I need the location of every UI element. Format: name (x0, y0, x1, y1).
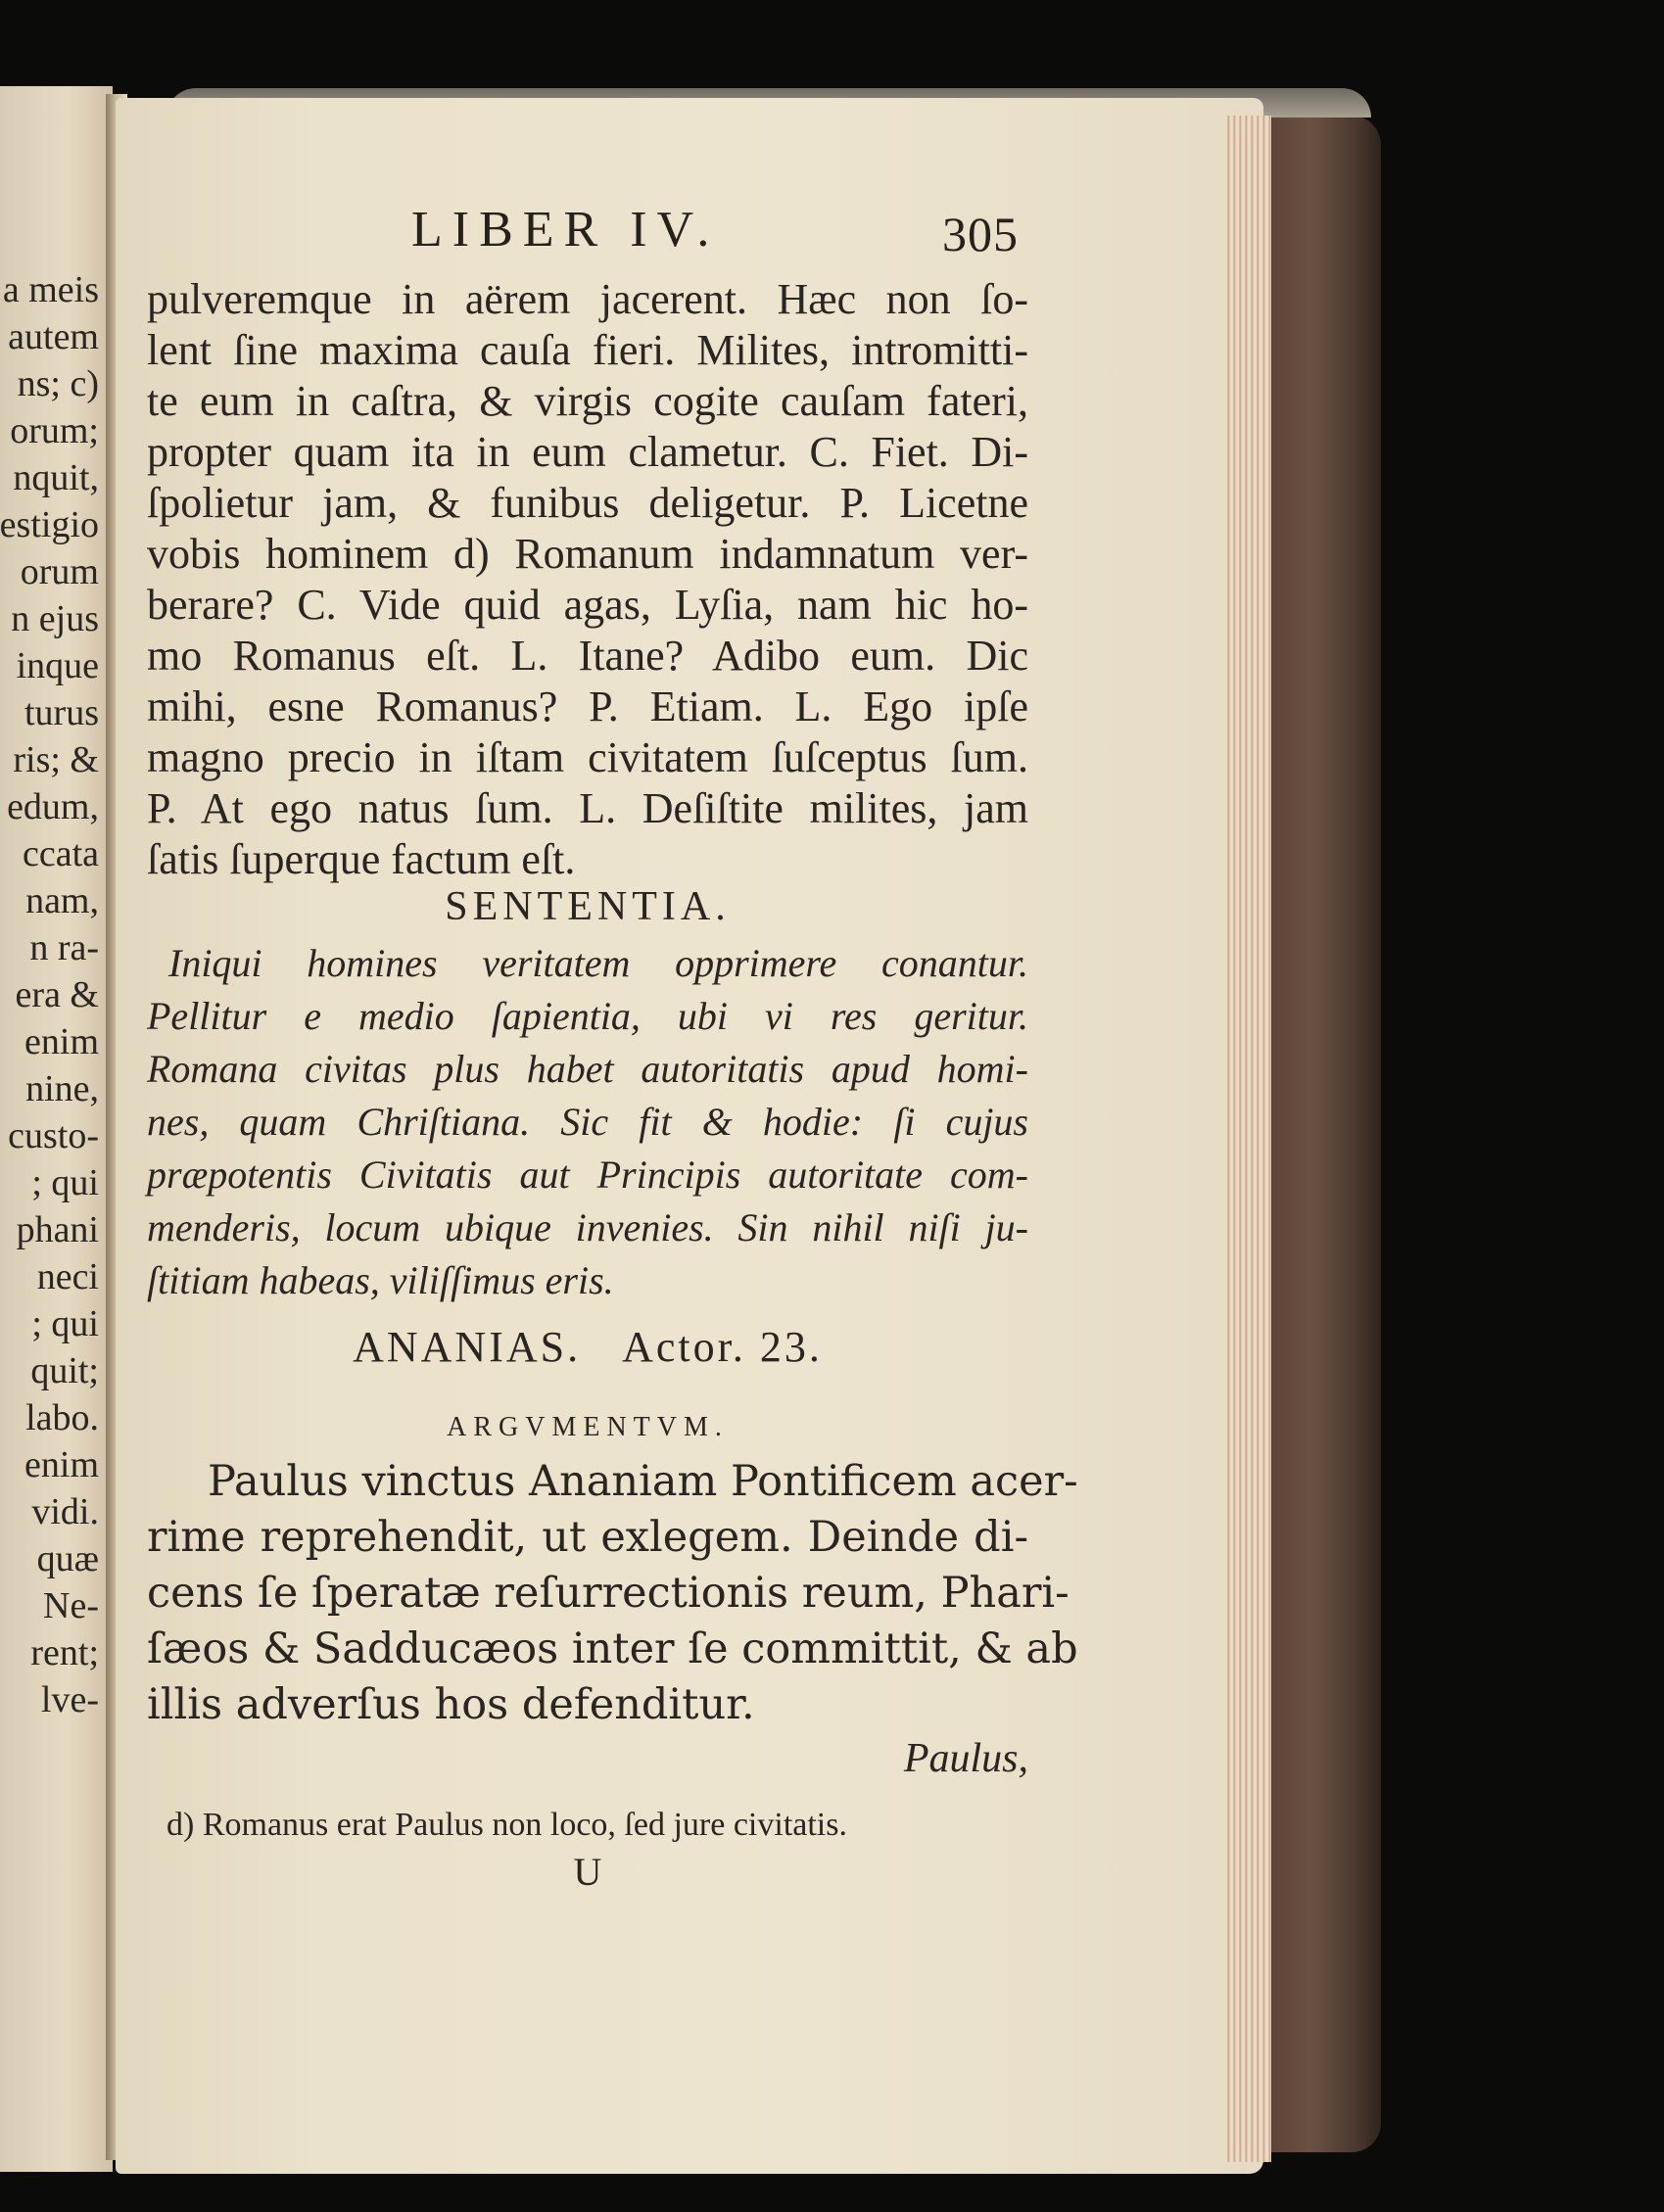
left-page-line: phani (16, 1209, 99, 1250)
running-header: LIBER IV. (411, 202, 720, 258)
left-page-line: enim (24, 1444, 99, 1485)
argumentum-line: Paulus vinctus Ananiam Pontificem acer- (208, 1457, 1078, 1506)
left-page-line: n ra- (29, 927, 99, 968)
left-page-line: estigio (0, 504, 99, 545)
sententia-line: ſtitiam habeas, viliſſimus eris. (147, 1258, 614, 1302)
sententia-line: Romana civitas plus habet autoritatis apud homi- (147, 1047, 1028, 1091)
body-line: magno precio in iſtam civitatem ſuſceptus ſum. (147, 733, 1028, 781)
left-page-line: ; qui (31, 1303, 99, 1344)
sententia-line: nes, quam Chriſtiana. Sic fit & hodie: ſi cujus (147, 1100, 1028, 1144)
left-page-line: inque (16, 645, 99, 686)
body-line: lent ſine maxima cauſa fieri. Milites, intromitti- (147, 326, 1028, 374)
left-page-line: ris; & (13, 739, 99, 780)
body-line: ſatis ſuperque factum eſt. (147, 835, 576, 883)
argumentum-heading: ARGVMENTVM. (447, 1412, 729, 1442)
left-page-line: orum (20, 551, 99, 592)
left-page-line: ; qui (31, 1162, 99, 1203)
sententia-line: menderis, locum ubique invenies. Sin nihil niſi ju- (147, 1205, 1028, 1249)
body-line: berare? C. Vide quid agas, Lyſia, nam hic ho- (147, 581, 1028, 629)
left-page-line: nam, (25, 880, 99, 921)
body-line: mo Romanus eſt. L. Itane? Adibo eum. Dic (147, 632, 1028, 680)
left-page-line: era & (15, 974, 99, 1015)
left-page-line: custo- (8, 1115, 99, 1156)
left-page-line: vidi. (31, 1491, 99, 1532)
footnote: d) Romanus erat Paulus non loco, ſed jure civitatis. (166, 1807, 847, 1843)
body-line: propter quam ita in eum clametur. C. Fiet. Di- (147, 428, 1028, 476)
body-line: ſpolietur jam, & funibus deligetur. P. Licetne (147, 479, 1028, 527)
signature-mark: U (573, 1850, 602, 1894)
left-page-line: ns; c) (17, 363, 99, 404)
catchword: Paulus, (903, 1736, 1028, 1781)
sententia-line: Iniqui homines veritatem opprimere conantur. (168, 941, 1028, 985)
left-page-line: quit; (30, 1350, 99, 1391)
left-page-line: rent; (30, 1632, 99, 1673)
left-page-line: enim (24, 1021, 99, 1062)
argumentum-line: cens ſe ſperatæ reſurrectionis reum, Phari- (147, 1569, 1070, 1618)
ananias-heading (147, 1322, 1028, 1373)
left-page-line: neci (36, 1256, 99, 1297)
sententia-line: præpotentis Civitatis aut Principis autoritate com- (147, 1153, 1028, 1197)
ananias-reference: Actor. 23. (622, 1323, 823, 1371)
sententia-heading: SENTENTIA. (445, 884, 731, 929)
left-page-line: nine, (25, 1068, 99, 1109)
left-page-line: lve- (40, 1679, 99, 1720)
ananias-title: ANANIAS. (353, 1323, 582, 1371)
body-line: te eum in caſtra, & virgis cogite cauſam fateri, (147, 377, 1028, 425)
argumentum-line: rime reprehendit, ut exlegem. Deinde di- (147, 1513, 1028, 1562)
body-line: mihi, esne Romanus? P. Etiam. L. Ego ipſe (147, 682, 1028, 730)
left-page-line: quæ (36, 1538, 99, 1579)
argumentum-line: ſæos & Sadducæos inter ſe committit, & ab (147, 1624, 1078, 1673)
page-edges (1224, 116, 1271, 2162)
left-page-line: edum, (7, 786, 99, 827)
left-page-line: Ne- (43, 1585, 99, 1626)
left-page-line: orum; (10, 410, 99, 451)
page-number: 305 (942, 207, 1019, 261)
body-line: vobis hominem d) Romanum indamnatum ver- (147, 530, 1028, 578)
left-page-line: autem (8, 316, 99, 357)
argumentum-line: illis adverſus hos defenditur. (147, 1680, 755, 1729)
sententia-line: Pellitur e medio ſapientia, ubi vi res geritur. (147, 994, 1028, 1038)
left-page-line: a meis (2, 269, 99, 310)
left-page-line: labo. (25, 1397, 99, 1438)
left-page-line: turus (24, 692, 99, 733)
left-page-line: nquit, (13, 457, 99, 498)
left-page-line: n ejus (11, 598, 99, 639)
body-line: pulveremque in aërem jacerent. Hæc non ſo- (147, 275, 1028, 323)
body-line: P. At ego natus ſum. L. Deſiſtite milites, jam (147, 784, 1028, 832)
left-facing-page (0, 86, 113, 2172)
left-page-line: ccata (22, 833, 99, 874)
book-cover (1263, 116, 1381, 2152)
